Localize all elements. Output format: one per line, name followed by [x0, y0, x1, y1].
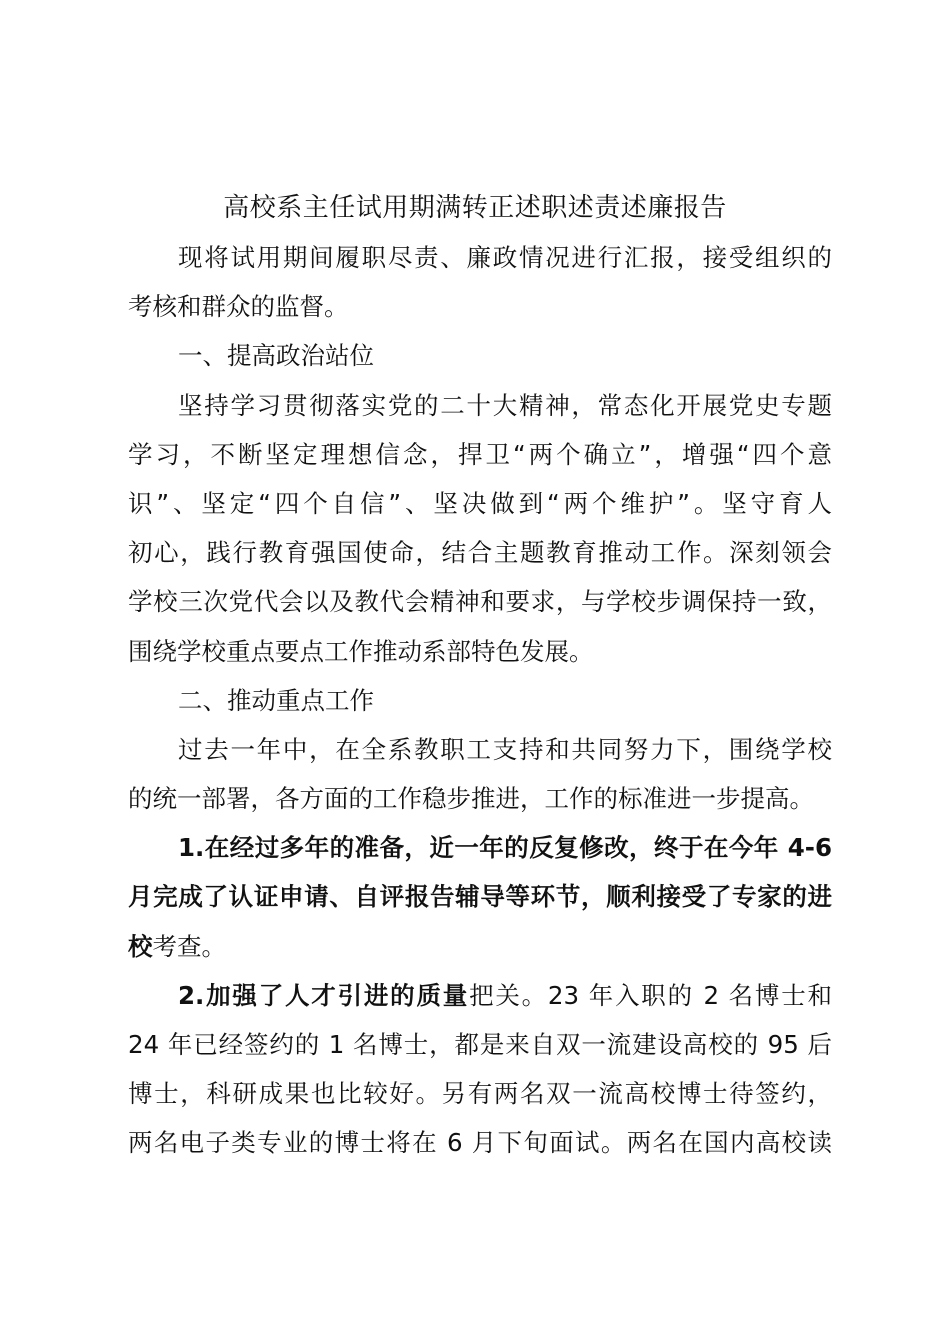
- intro-line-1: 现将试用期间履职尽责、廉政情况进行汇报，接受组织的: [178, 243, 832, 272]
- p2-line-1: 过去一年中，在全系教职工支持和共同努力下，围绕学校: [178, 734, 832, 764]
- p1-line-4: 初心，践行教育强国使命，结合主题教育推动工作。深刻领会: [128, 538, 832, 568]
- section-heading-2: 二、推动重点工作: [178, 685, 374, 715]
- item2-line-3: 博士，科研成果也比较好。另有两名双一流高校博士待签约，: [128, 1079, 832, 1109]
- document-body: [128, 233, 832, 1168]
- p1-line-5: 学校三次党代会以及教代会精神和要求，与学校步调保持一致，: [128, 587, 832, 617]
- p1-line-3: 识”、坚定“四个自信”、坚决做到“两个维护”。坚守育人: [128, 488, 832, 518]
- item1-line-3: [128, 922, 832, 971]
- p1-line-1: 坚持学习贯彻落实党的二十大精神，常态化开展党史专题: [178, 390, 832, 420]
- item2-rest-fragment: 把关。23 年入职的 2 名博士和: [469, 980, 832, 1010]
- item2-line-2: 24 年已经签约的 1 名博士，都是来自双一流建设高校的 95 后: [128, 1030, 832, 1059]
- item1-rest-fragment: 考查。: [152, 931, 226, 961]
- p2-line-2: 的统一部署，各方面的工作稳步推进，工作的标准进一步提高。: [128, 784, 814, 814]
- section-heading-1: 一、提高政治站位: [178, 341, 374, 371]
- p1-line-2: 学习，不断坚定理想信念，捍卫“两个确立”，增强“四个意: [128, 439, 832, 469]
- document-title: 高校系主任试用期满转正述职述责述廉报告: [223, 193, 727, 223]
- item1-line-2: 月完成了认证申请、自评报告辅导等环节，顺利接受了专家的进: [128, 882, 832, 912]
- item2-line-4: 两名电子类专业的博士将在 6 月下旬面试。两名在国内高校读: [128, 1128, 832, 1158]
- item1-line-1: 1.在经过多年的准备，近一年的反复修改，终于在今年 4-6: [178, 833, 832, 863]
- item2-bold-fragment: 2.加强了人才引进的质量: [178, 980, 470, 1010]
- intro-line-2: 考核和群众的监督。: [128, 292, 349, 322]
- p1-line-6: 围绕学校重点要点工作推动系部特色发展。: [128, 636, 594, 666]
- item1-bold-fragment: 校: [128, 931, 153, 961]
- item2-line-1: [128, 971, 832, 1020]
